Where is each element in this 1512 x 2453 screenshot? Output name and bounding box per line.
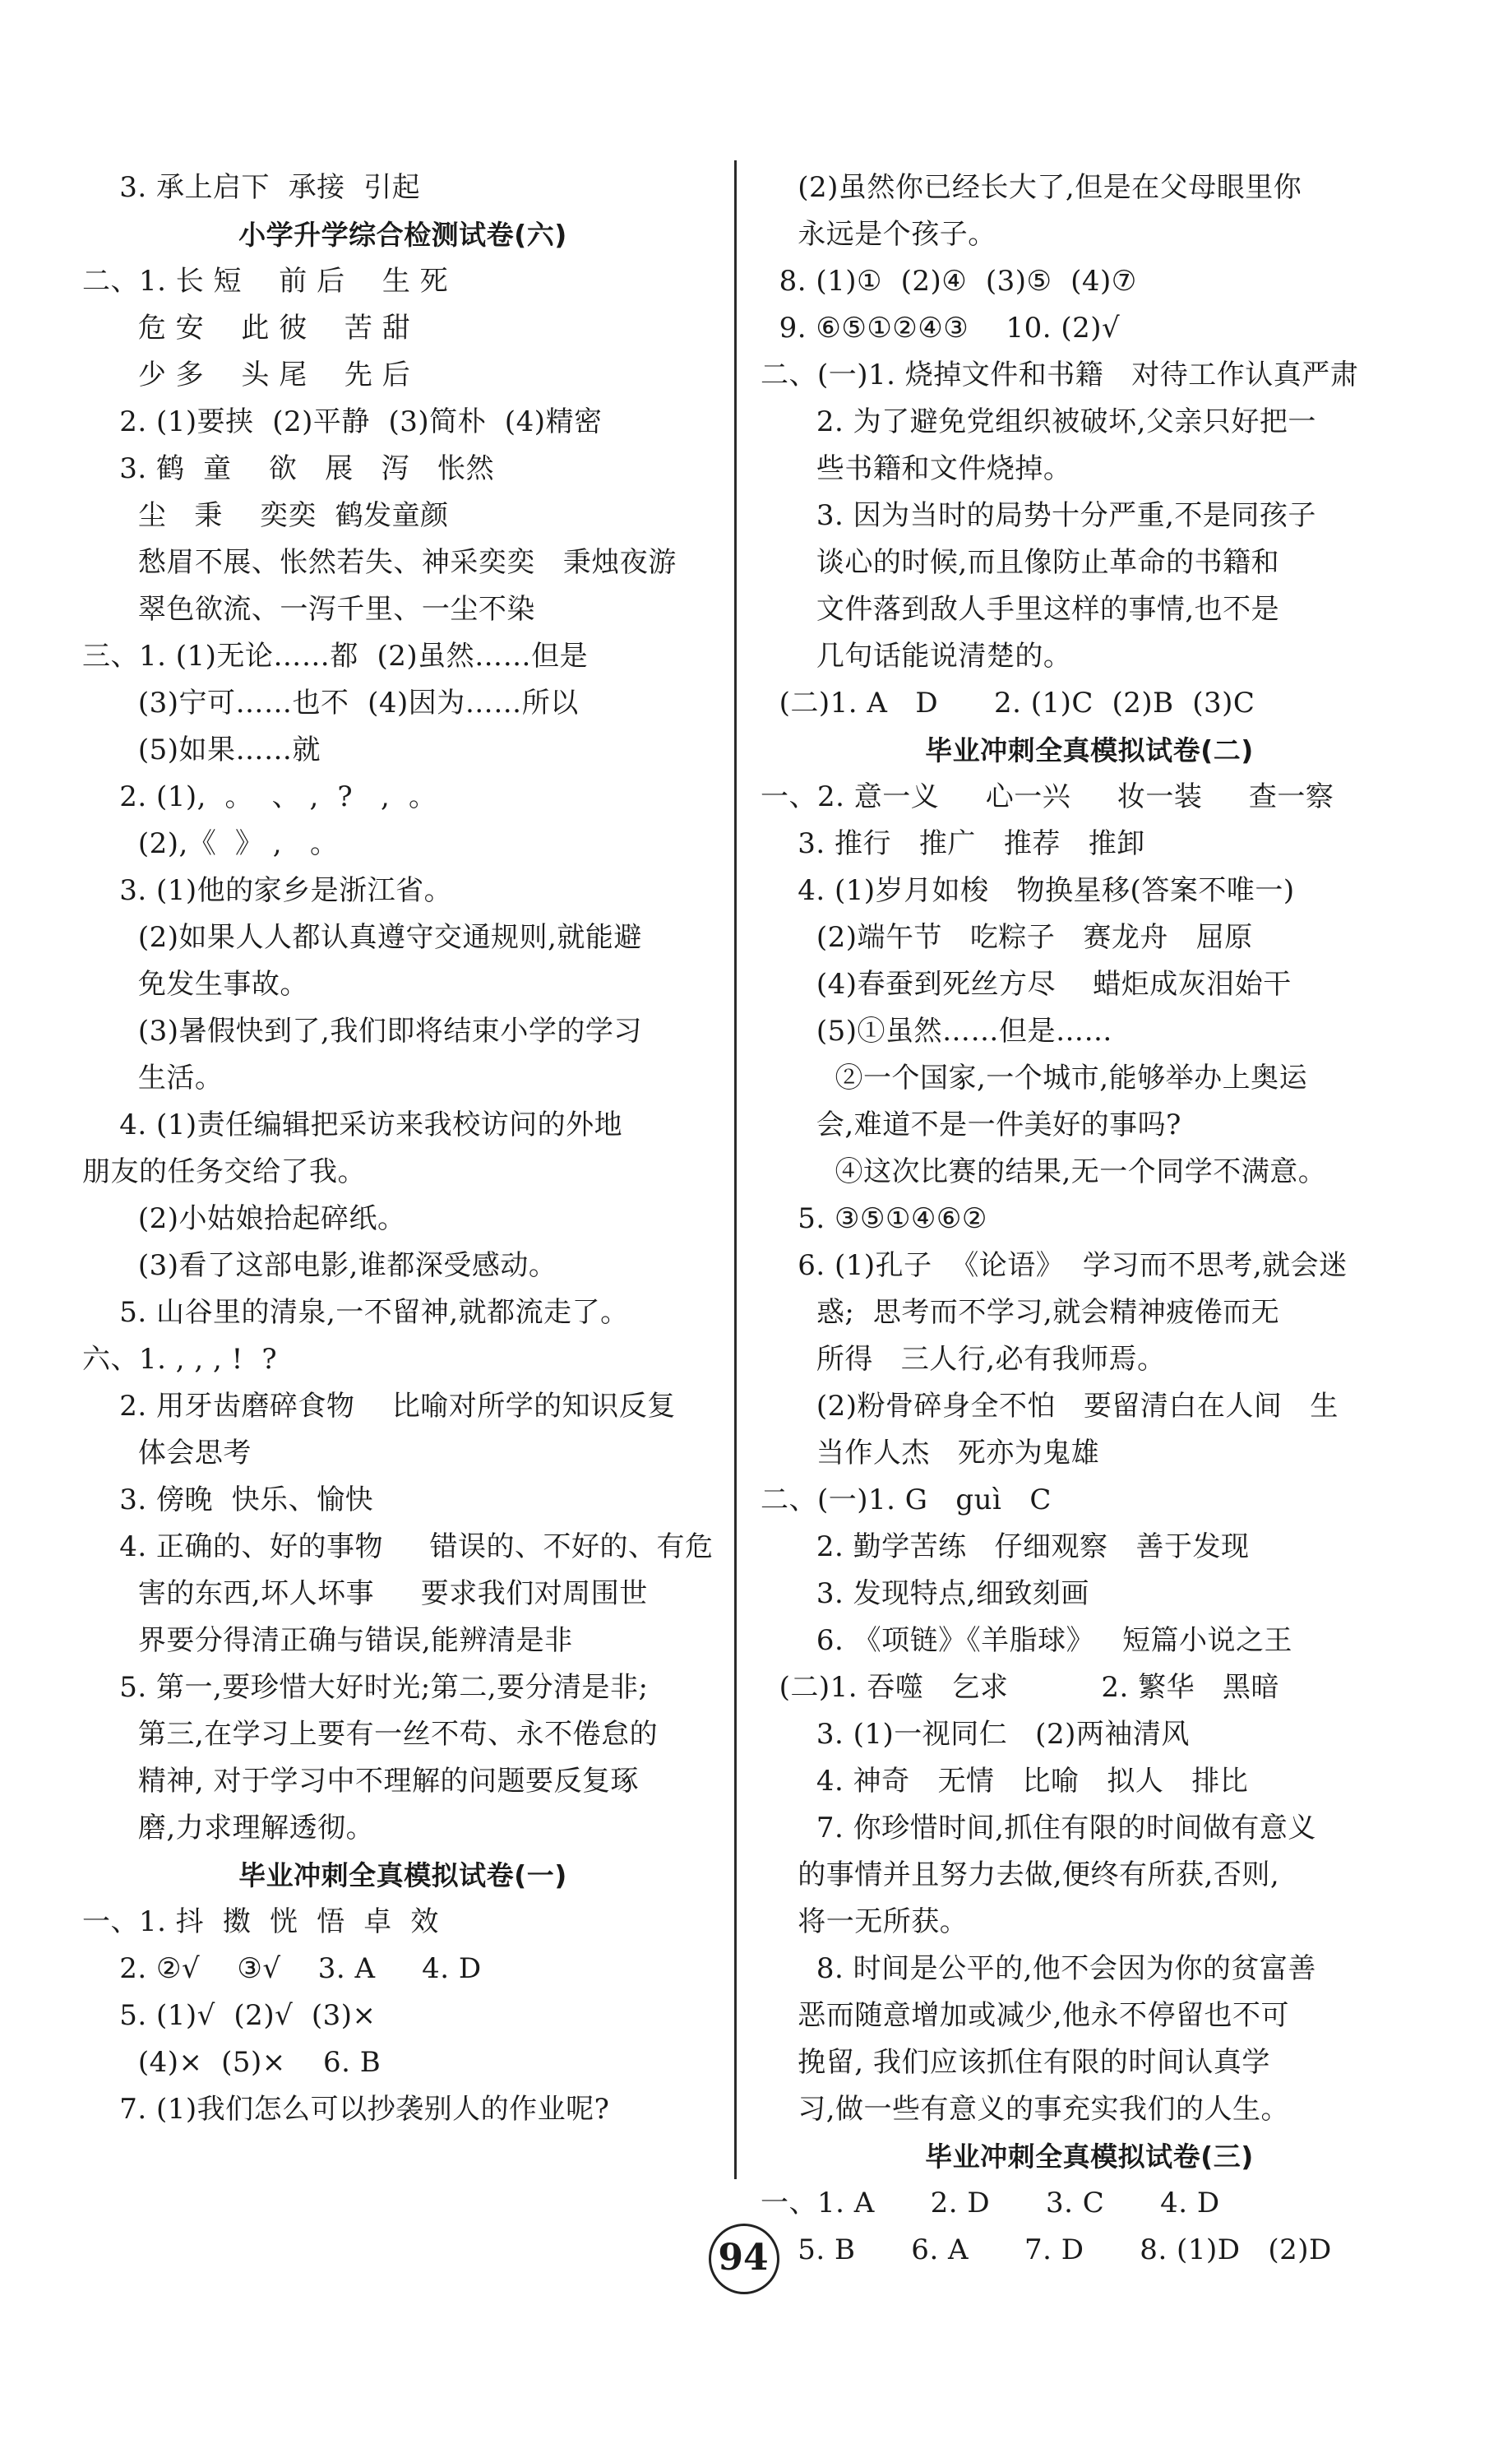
answer-line: (2)小姑娘拾起碎纸。: [82, 1202, 406, 1235]
answer-line: 9. ⑥⑤①②④③ 10. (2)√: [761, 312, 1121, 345]
answer-line: 4. (1)岁月如梭 物换星移(答案不唯一): [761, 874, 1295, 907]
answer-line: (5)①虽然……但是……: [761, 1015, 1113, 1048]
answer-line: 精神, 对于学习中不理解的问题要反复琢: [82, 1765, 639, 1798]
page-number: [705, 2220, 781, 2296]
answer-line: 二、(一)1. G guì C: [761, 1483, 1052, 1516]
answer-line: (2),《 》 , 。: [82, 827, 339, 860]
answer-line: 3. 承上启下 承接 引起: [82, 171, 421, 204]
answer-line: 三、1. (1)无论……都 (2)虽然……但是: [82, 640, 589, 673]
answer-line: (5)如果……就: [82, 734, 321, 766]
answer-line: 2. ②√ ③√ 3. A 4. D: [82, 1952, 482, 1985]
answer-line: 体会思考: [82, 1437, 252, 1469]
answer-line: 4. 正确的、好的事物 错误的、不好的、有危: [82, 1530, 714, 1563]
left-column: [82, 164, 724, 2133]
answer-line: 习,做一些有意义的事充实我们的人生。: [761, 2093, 1290, 2126]
answer-line: 2. 用牙齿磨碎食物 比喻对所学的知识反复: [82, 1390, 676, 1423]
answer-line: 7. 你珍惜时间,抓住有限的时间做有意义: [761, 1812, 1316, 1844]
answer-line: 愁眉不展、怅然若失、神采奕奕 秉烛夜游: [82, 546, 677, 579]
answer-line: 少 多 头 尾 先 后: [82, 359, 411, 391]
answer-line: (4)× (5)× 6. B: [82, 2046, 381, 2079]
answer-line: 挽留, 我们应该抓住有限的时间认真学: [761, 2046, 1270, 2079]
answer-line: 3. (1)他的家乡是浙江省。: [82, 874, 453, 907]
right-column: [761, 164, 1418, 2274]
answer-line: 生活。: [82, 1062, 224, 1095]
answer-line: 7. (1)我们怎么可以抄袭别人的作业呢?: [82, 2093, 610, 2126]
answer-line: (3)看了这部电影,谁都深受感动。: [82, 1249, 557, 1282]
answer-line: 些书籍和文件烧掉。: [761, 452, 1072, 485]
answer-line: 永远是个孩子。: [761, 218, 996, 251]
answer-line: 朋友的任务交给了我。: [82, 1155, 366, 1188]
answer-line: 3. 傍晚 快乐、愉快: [82, 1483, 374, 1516]
answer-line: 会,难道不是一件美好的事吗?: [761, 1108, 1181, 1141]
answer-line: 第三,在学习上要有一丝不苟、永不倦怠的: [82, 1718, 659, 1751]
answer-line: 8. 时间是公平的,他不会因为你的贫富善: [761, 1952, 1316, 1985]
answer-line: ②一个国家,一个城市,能够举办上奥运: [761, 1062, 1308, 1095]
answer-line: 六、1. , , , ! ?: [82, 1343, 278, 1376]
answer-line: 2. 为了避免党组织被破坏,父亲只好把一: [761, 405, 1316, 438]
answer-line: 5. 第一,要珍惜大好时光;第二,要分清是非;: [82, 1671, 649, 1704]
answer-line: 危 安 此 彼 苦 甜: [82, 312, 411, 345]
answer-line: 8. (1)① (2)④ (3)⑤ (4)⑦: [761, 265, 1137, 298]
answer-line: 3. 推行 推广 推荐 推卸: [761, 827, 1145, 860]
answer-line: 3. (1)一视同仁 (2)两袖清风: [761, 1718, 1190, 1751]
answer-line: 免发生事故。: [82, 968, 308, 1001]
answer-line: 2. (1)要挟 (2)平静 (3)简朴 (4)精密: [82, 405, 603, 438]
answer-line: 2. 勤学苦练 仔细观察 善于发现: [761, 1530, 1250, 1563]
answer-line: (2)粉骨碎身全不怕 要留清白在人间 生: [761, 1390, 1339, 1423]
section-title: 毕业冲刺全真模拟试卷(三): [925, 2141, 1254, 2173]
answer-line: 磨,力求理解透彻。: [82, 1812, 375, 1844]
answer-line: 文件落到敌人手里这样的事情,也不是: [761, 593, 1280, 626]
answer-line: 惑; 思考而不学习,就会精神疲倦而无: [761, 1296, 1280, 1329]
answer-line: 4. (1)责任编辑把采访来我校访问的外地: [82, 1108, 623, 1141]
answer-line: (2)端午节 吃粽子 赛龙舟 屈原: [761, 921, 1253, 954]
answer-line: 3. 发现特点,细致刻画: [761, 1577, 1089, 1610]
answer-line: 5. ③⑤①④⑥②: [761, 1202, 987, 1235]
answer-line: (二)1. A D 2. (1)C (2)B (3)C: [761, 687, 1255, 720]
answer-line: 二、(一)1. 烧掉文件和书籍 对待工作认真严肃: [761, 359, 1359, 391]
answer-line: 将一无所获。: [761, 1905, 969, 1938]
answer-line: 3. 鹤 童 欲 展 泻 怅然: [82, 452, 495, 485]
answer-line: 害的东西,坏人坏事 要求我们对周围世: [82, 1577, 648, 1610]
answer-line: 尘 秉 奕奕 鹤发童颜: [82, 499, 449, 532]
answer-line: 界要分得清正确与错误,能辨清是非: [82, 1624, 573, 1657]
answer-line: 恶而随意增加或减少,他永不停留也不可: [761, 1999, 1290, 2032]
answer-line: 5. B 6. A 7. D 8. (1)D (2)D: [761, 2233, 1332, 2266]
answer-line: (4)春蚕到死丝方尽 蜡炬成灰泪始干: [761, 968, 1292, 1001]
answer-line: 6. 《项链》《羊脂球》 短篇小说之王: [761, 1624, 1293, 1657]
answer-line: 二、1. 长 短 前 后 生 死: [82, 265, 449, 298]
answer-line: 几句话能说清楚的。: [761, 640, 1072, 673]
answer-line: 一、1. 抖 擞 恍 悟 卓 效: [82, 1905, 439, 1938]
answer-line: 5. (1)√ (2)√ (3)×: [82, 1999, 377, 2032]
answer-line: 的事情并且努力去做,便终有所获,否则,: [761, 1858, 1280, 1891]
answer-line: 谈心的时候,而且像防止革命的书籍和: [761, 546, 1280, 579]
section-title: 毕业冲刺全真模拟试卷(一): [238, 1859, 567, 1891]
section-title: 小学升学综合检测试卷(六): [238, 219, 567, 251]
answer-line: (3)暑假快到了,我们即将结束小学的学习: [82, 1015, 642, 1048]
page-number-text: 94: [718, 2237, 769, 2279]
answer-line: 一、1. A 2. D 3. C 4. D: [761, 2187, 1220, 2219]
answer-line: 翠色欲流、一泻千里、一尘不染: [82, 593, 535, 626]
answer-line: 当作人杰 死亦为鬼雄: [761, 1437, 1100, 1469]
answer-line: 所得 三人行,必有我师焉。: [761, 1343, 1166, 1376]
answer-line: (二)1. 吞噬 乞求 2. 繁华 黑暗: [761, 1671, 1280, 1704]
answer-line: ④这次比赛的结果,无一个同学不满意。: [761, 1155, 1327, 1188]
answer-line: (2)如果人人都认真遵守交通规则,就能避: [82, 921, 642, 954]
section-title: 毕业冲刺全真模拟试卷(二): [925, 734, 1254, 766]
answer-line: 6. (1)孔子 《论语》 学习而不思考,就会迷: [761, 1249, 1348, 1282]
answer-line: 3. 因为当时的局势十分严重,不是同孩子: [761, 499, 1316, 532]
answer-line: 2. (1), 。 、 , ? , 。: [82, 780, 437, 813]
answer-line: 5. 山谷里的清泉,一不留神,就都流走了。: [82, 1296, 629, 1329]
column-divider: [734, 160, 737, 2179]
answer-line: (3)宁可……也不 (4)因为……所以: [82, 687, 579, 720]
answer-line: 一、2. 意一义 心一兴 妆一装 查一察: [761, 780, 1334, 813]
answer-line: (2)虽然你已经长大了,但是在父母眼里你: [761, 171, 1302, 204]
answer-line: 4. 神奇 无情 比喻 拟人 排比: [761, 1765, 1249, 1798]
